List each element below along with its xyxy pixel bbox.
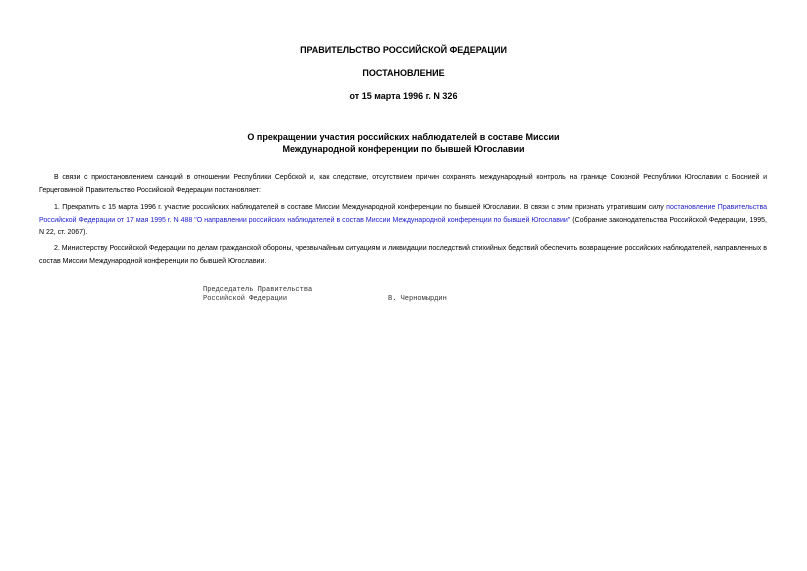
signature-position-line-1: Председатель Правительства: [203, 286, 313, 294]
document-date-number: от 15 марта 1996 г. N 326: [349, 91, 458, 101]
signature-position-line-2: Российской Федерации: [203, 295, 288, 303]
title-line-1: О прекращении участия российских наблюдателей в составе Миссии: [247, 132, 560, 142]
item-1-text-end: (Собрание законодательства Российской Федерации, 1995, N 22, ст. 2067).: [39, 216, 767, 236]
preamble-paragraph: В связи с приостановлением санкций в отношении Республики Сербской и, как следствие, отсутствием причин сохранять международный контроль на границе Союзной Республики Югославии с Боснией и Герцеговиной Правительство Российской Федерации постановляет:: [39, 174, 767, 194]
repealed-resolution-link[interactable]: постановление Правительства Российской Федерации от 17 мая 1995 г. N 488 "О направлении российских наблюдателей в состав Миссии Международной конференции по бывшей Югославии": [39, 204, 767, 224]
government-name: ПРАВИТЕЛЬСТВО РОССИЙСКОЙ ФЕДЕРАЦИИ: [300, 45, 507, 55]
signature-name: В. Черномырдин: [388, 295, 447, 303]
item-2-paragraph: 2. Министерству Российской Федерации по делам гражданской обороны, чрезвычайным ситуациям и ликвидации последствий стихийных бедствий обеспечить возвращение российских наблюдателей, направленных в состав Миссии Международной конференции по бывшей Югославии.: [39, 245, 767, 265]
document-type: ПОСТАНОВЛЕНИЕ: [362, 68, 445, 78]
document-title: [0, 131, 807, 155]
item-1-paragraph: [39, 202, 767, 240]
title-line-2: Международной конференции по бывшей Югославии: [282, 144, 525, 154]
item-1-text-start: 1. Прекратить с 15 марта 1996 г. участие российских наблюдателей в составе Миссии Международной конференции по бывшей Югославии. В связи с этим признать утратившим силу: [54, 204, 667, 211]
